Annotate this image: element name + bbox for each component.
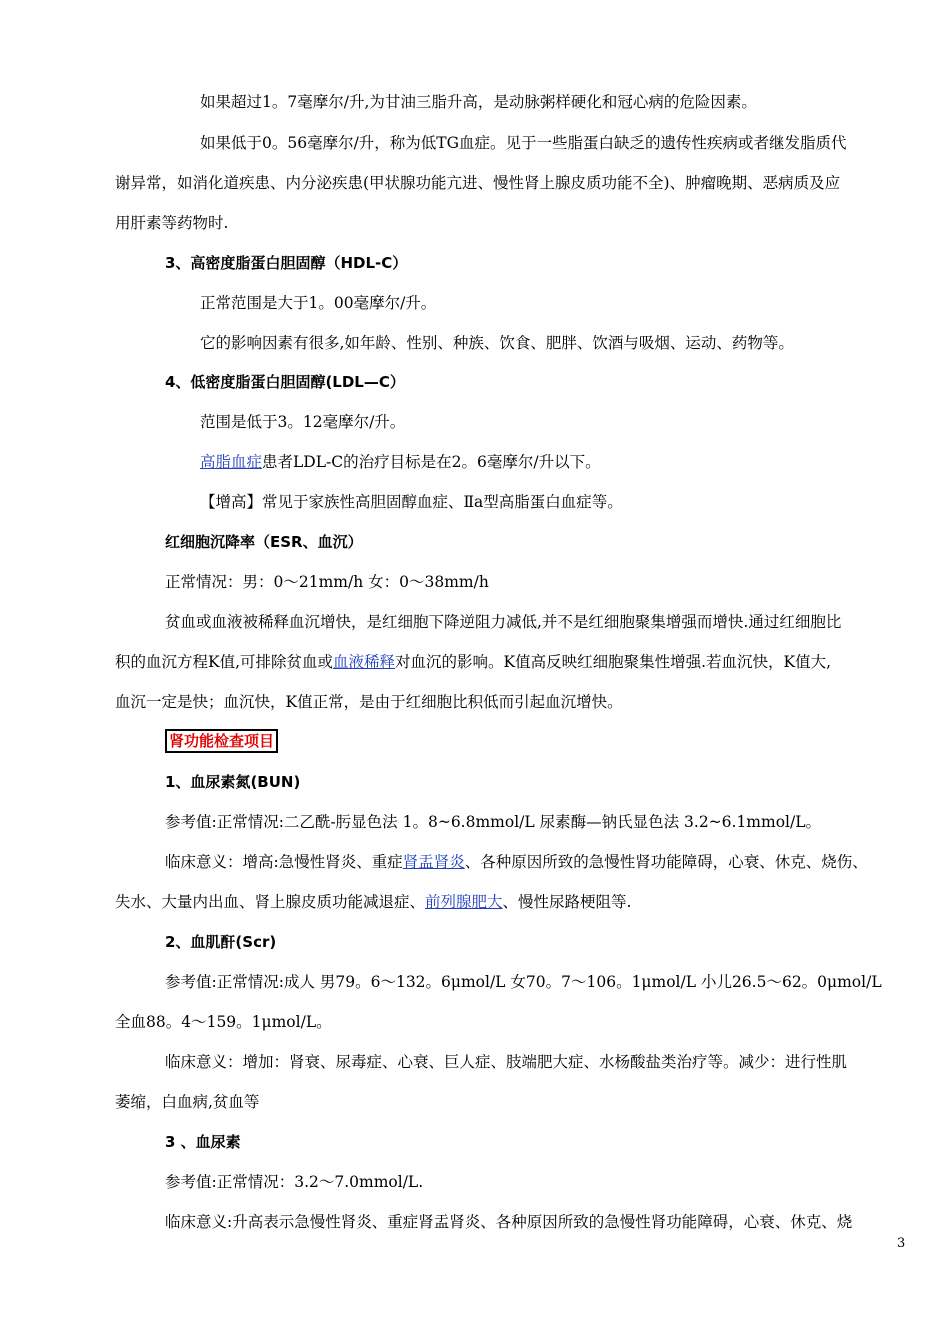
paragraph-line: 参考值:正常情况:成人 男79。6～132。6μmol/L 女70。7～106。1μmol/L 小儿26.5～62。0μmol/L (165, 973, 882, 991)
paragraph-line: 正常情况：男：0～21mm/h 女：0～38mm/h (165, 573, 489, 591)
paragraph-line: 正常范围是大于1。00毫摩尔/升。 (200, 294, 437, 312)
paragraph-line: 萎缩，白血病,贫血等 (115, 1093, 260, 1111)
paragraph-line: 临床意义：增加：肾衰、尿毒症、心衰、巨人症、肢端肥大症、水杨酸盐类治疗等。减少：进行性肌 (165, 1053, 848, 1071)
paragraph-line: 范围是低于3。12毫摩尔/升。 (200, 413, 406, 431)
section-heading-bun: 1、血尿素氮(BUN) (165, 773, 301, 791)
paragraph-line: 如果低于0。56毫摩尔/升，称为低TG血症。见于一些脂蛋白缺乏的遗传性疾病或者继发脂质代 (200, 134, 847, 152)
section-heading-scr: 2、血肌酐(Scr) (165, 933, 277, 951)
link-prostate-hypertrophy[interactable]: 前列腺肥大 (425, 893, 503, 911)
paragraph-line: 血沉一定是快；血沉快，K值正常，是由于红细胞比积低而引起血沉增快。 (115, 693, 623, 711)
text-span: 临床意义：增高:急慢性肾炎、重症 (165, 853, 403, 871)
paragraph-line (115, 892, 631, 912)
paragraph-line: 参考值:正常情况:二乙酰-肟显色法 1。8~6.8mmol/L 尿素酶—钠氏显色法 3.2~6.1mmol/L。 (165, 813, 822, 831)
kidney-section-box-wrap (165, 729, 278, 753)
paragraph-line (165, 852, 868, 872)
paragraph-line: 临床意义:升高表示急慢性肾炎、重症肾盂肾炎、各种原因所致的急慢性肾功能障碍，心衰、休克、烧 (165, 1213, 853, 1231)
paragraph-line: 【增高】常见于家族性高胆固醇血症、Ⅱa型高脂蛋白血症等。 (200, 493, 623, 511)
paragraph-line (115, 652, 831, 672)
paragraph-line: 谢异常，如消化道疾患、内分泌疾患(甲状腺功能亢进、慢性肾上腺皮质功能不全)、肿瘤晚期、恶病质及应 (115, 174, 841, 192)
page-number: 3 (897, 1236, 906, 1251)
link-blood-dilution[interactable]: 血液稀释 (333, 653, 396, 671)
paragraph-line: 如果超过1。7毫摩尔/升,为甘油三脂升高，是动脉粥样硬化和冠心病的危险因素。 (200, 93, 757, 111)
paragraph-line: 全血88。4～159。1μmol/L。 (115, 1013, 332, 1031)
text-span: 对血沉的影响。K值高反映红细胞聚集性增强.若血沉快，K值大, (395, 653, 832, 671)
paragraph-line (200, 452, 601, 472)
link-hyperlipidemia[interactable]: 高脂血症 (200, 453, 263, 471)
section-heading-esr: 红细胞沉降率（ESR、血沉） (165, 533, 363, 551)
paragraph-line: 贫血或血液被稀释血沉增快，是红细胞下降逆阻力减低,并不是红细胞聚集增强而增快.通过红细胞比 (165, 613, 842, 631)
paragraph-line: 它的影响因素有很多,如年龄、性别、种族、饮食、肥胖、饮酒与吸烟、运动、药物等。 (200, 334, 794, 352)
text-span: 、慢性尿路梗阻等. (502, 893, 632, 911)
text-span: 、各种原因所致的急慢性肾功能障碍，心衰、休克、烧伤、 (464, 853, 868, 871)
link-pyelonephritis[interactable]: 肾盂肾炎 (402, 853, 465, 871)
paragraph-line: 用肝素等药物时. (115, 214, 229, 232)
section-heading-hdl: 3、高密度脂蛋白胆固醇（HDL-C） (165, 254, 408, 272)
text-span: 失水、大量内出血、肾上腺皮质功能减退症、 (115, 893, 426, 911)
text-span: 患者LDL-C的治疗目标是在2。6毫摩尔/升以下。 (262, 453, 601, 471)
kidney-function-heading-box: 肾功能检查项目 (165, 729, 278, 753)
section-heading-ldl: 4、低密度脂蛋白胆固醇(LDL—C） (165, 373, 405, 391)
section-heading-urea: 3 、血尿素 (165, 1133, 241, 1151)
text-span: 积的血沉方程K值,可排除贫血或 (115, 653, 334, 671)
paragraph-line: 参考值:正常情况：3.2～7.0mmol/L. (165, 1173, 424, 1191)
